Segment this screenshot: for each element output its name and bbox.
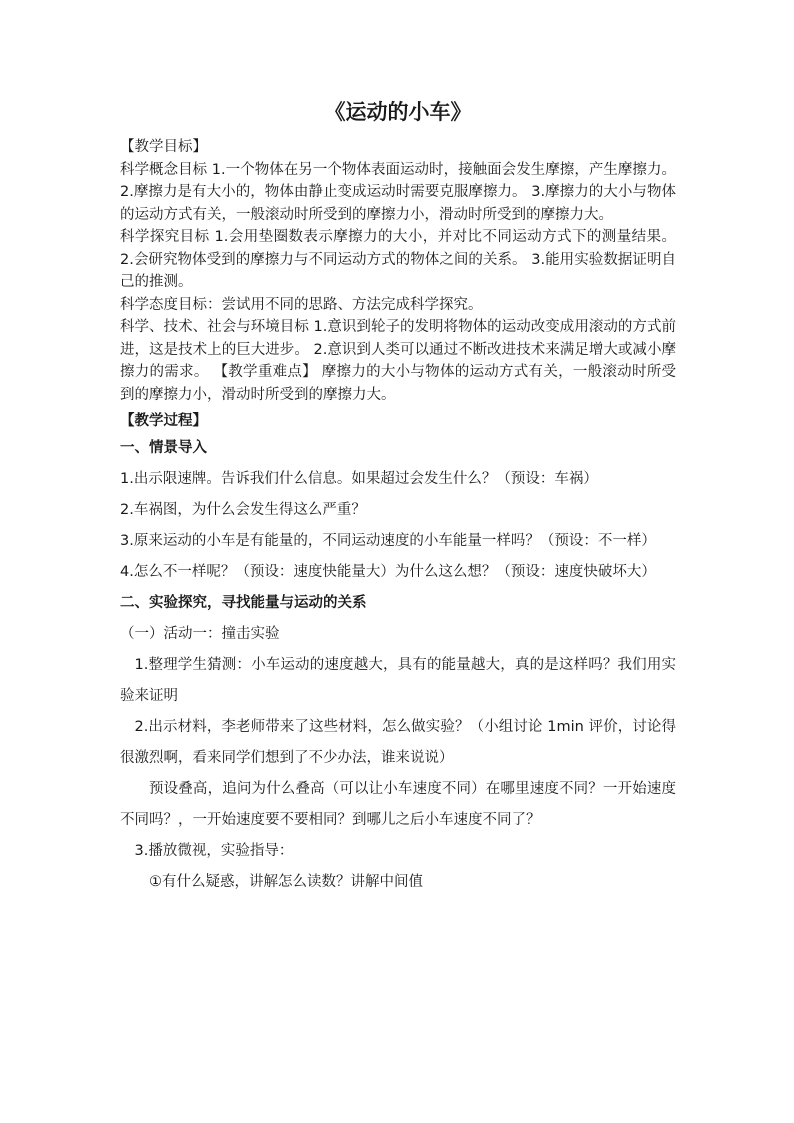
- section-heading-objectives: 【教学目标】: [120, 139, 207, 155]
- document-title: 《运动的小车》: [324, 99, 472, 124]
- intro-item: 1.出示限速牌。告诉我们什么信息。如果超过会发生什么？（预设：车祸）: [120, 470, 598, 487]
- experiment-step: 预设叠高，追问为什么叠高（可以让小车速度不同）在哪里速度不同？一开始速度不同吗？，一开始速度要不要相同？到哪儿之后小车速度不同了？: [120, 780, 676, 828]
- section-heading-process: 【教学过程】: [120, 413, 207, 429]
- concept-objective: 科学概念目标 1.一个物体在另一个物体表面运动时，接触面会发生摩擦，产生摩擦力。 2.摩擦力是有大小的，物体由静止变成运动时需要克服摩擦力。 3.摩擦力的大小与物体的运动方式有关，一般滚动时所受到的摩擦力小，滑动时所受到的摩擦力大。: [120, 161, 676, 223]
- part1-heading: 一、情景导入: [120, 439, 207, 456]
- intro-item: 3.原来运动的小车是有能量的，不同运动速度的小车能量一样吗？（预设：不一样）: [120, 532, 656, 549]
- experiment-step: 3.播放微视，实验指导：: [134, 842, 294, 859]
- intro-item: 2.车祸图，为什么会发生得这么严重？: [120, 501, 366, 518]
- experiment-step: 2.出示材料，李老师带来了这些材料，怎么做实验？（小组讨论 1min 评价，讨论得很激烈啊，看来同学们想到了不少办法，谁来说说）: [120, 718, 676, 766]
- part2-heading: 二、实验探究，寻找能量与运动的关系: [120, 594, 367, 611]
- document-page: [120, 96, 676, 898]
- intro-item: 4.怎么不一样呢？（预设：速度快能量大）为什么这么想？（预设：速度快破坏大）: [120, 563, 656, 580]
- sts-objective: 科学、技术、社会与环境目标 1.意识到轮子的发明将物体的运动改变成用滚动的方式前进，这是技术上的巨大进步。 2.意识到人类可以通过不断改进技术来满足增大或减小摩擦力的需求。 【教学重难点】 摩擦力的大小与物体的运动方式有关，一般滚动时所受到的摩擦力小，滑动时所受到的摩擦力大。: [120, 319, 676, 403]
- activity-heading: （一）活动一：撞击实验: [120, 625, 280, 642]
- experiment-step: 1.整理学生猜测：小车运动的速度越大，具有的能量越大，真的是这样吗？我们用实验来证明: [120, 656, 676, 704]
- experiment-step: ①有什么疑惑，讲解怎么读数？讲解中间值: [149, 873, 423, 890]
- inquiry-objective: 科学探究目标 1.会用垫圈数表示摩擦力的大小，并对比不同运动方式下的测量结果。 2.会研究物体受到的摩擦力与不同运动方式的物体之间的关系。 3.能用实验数据证明自己的推测。: [120, 229, 676, 290]
- attitude-objective: 科学态度目标：尝试用不同的思路、方法完成科学探究。: [120, 296, 483, 313]
